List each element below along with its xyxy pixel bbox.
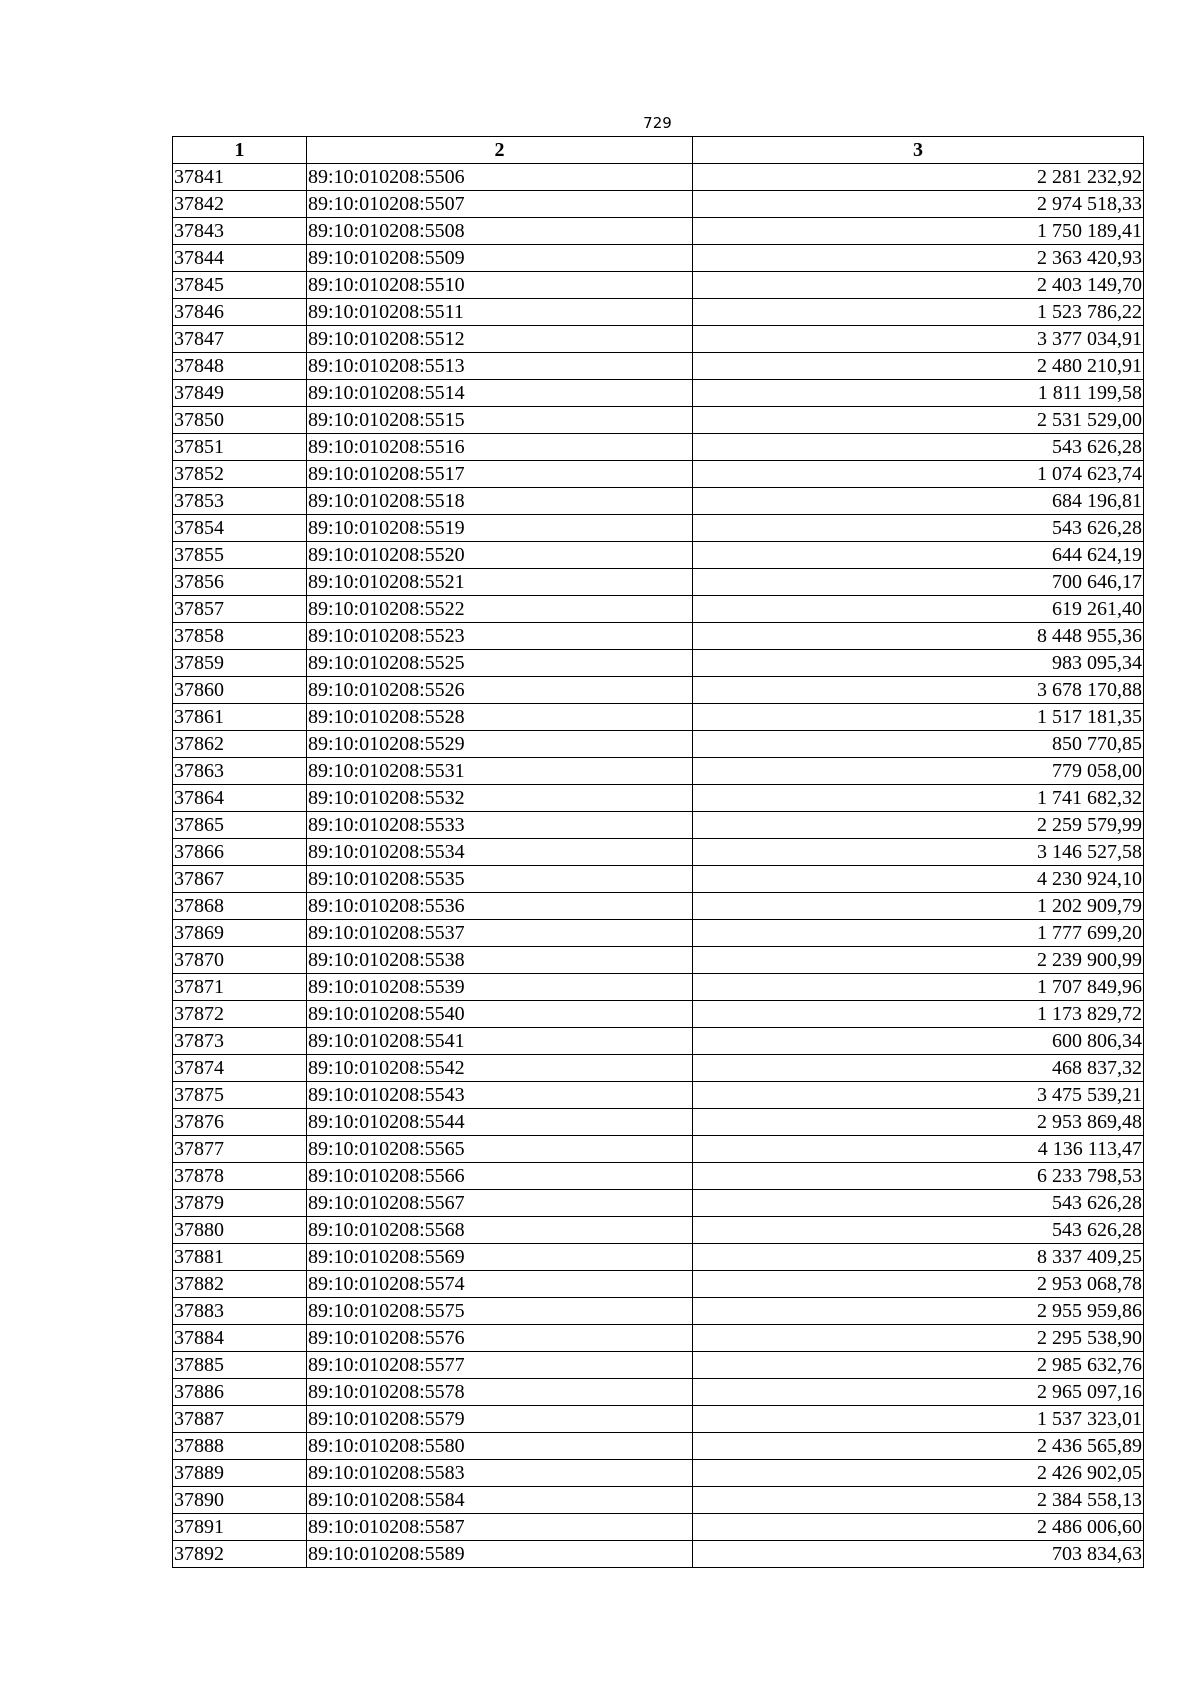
row-number-cell: 37878 <box>173 1163 307 1190</box>
cadastral-number-cell: 89:10:010208:5525 <box>307 650 693 677</box>
cadastral-number-cell: 89:10:010208:5510 <box>307 272 693 299</box>
cadastral-number-cell: 89:10:010208:5534 <box>307 839 693 866</box>
table-row <box>173 380 1144 407</box>
row-number-cell: 37857 <box>173 596 307 623</box>
value-cell: 600 806,34 <box>693 1028 1144 1055</box>
row-number-cell: 37862 <box>173 731 307 758</box>
value-cell: 2 955 959,86 <box>693 1298 1144 1325</box>
table-row <box>173 974 1144 1001</box>
cadastral-number-cell: 89:10:010208:5566 <box>307 1163 693 1190</box>
cadastral-number-cell: 89:10:010208:5508 <box>307 218 693 245</box>
table-row <box>173 920 1144 947</box>
value-cell: 684 196,81 <box>693 488 1144 515</box>
cadastral-number-cell: 89:10:010208:5533 <box>307 812 693 839</box>
row-number-cell: 37883 <box>173 1298 307 1325</box>
table-row <box>173 515 1144 542</box>
table-row <box>173 1082 1144 1109</box>
row-number-cell: 37870 <box>173 947 307 974</box>
value-cell: 2 239 900,99 <box>693 947 1144 974</box>
value-cell: 850 770,85 <box>693 731 1144 758</box>
cadastral-number-cell: 89:10:010208:5513 <box>307 353 693 380</box>
row-number-cell: 37888 <box>173 1433 307 1460</box>
table-row <box>173 758 1144 785</box>
table-row <box>173 1001 1144 1028</box>
value-cell: 6 233 798,53 <box>693 1163 1144 1190</box>
row-number-cell: 37875 <box>173 1082 307 1109</box>
row-number-cell: 37879 <box>173 1190 307 1217</box>
value-cell: 3 377 034,91 <box>693 326 1144 353</box>
row-number-cell: 37854 <box>173 515 307 542</box>
value-cell: 2 480 210,91 <box>693 353 1144 380</box>
table-row <box>173 731 1144 758</box>
table-row <box>173 1541 1144 1568</box>
row-number-cell: 37848 <box>173 353 307 380</box>
table-row <box>173 1028 1144 1055</box>
row-number-cell: 37860 <box>173 677 307 704</box>
cadastral-number-cell: 89:10:010208:5538 <box>307 947 693 974</box>
row-number-cell: 37843 <box>173 218 307 245</box>
table-row <box>173 569 1144 596</box>
value-cell: 1 750 189,41 <box>693 218 1144 245</box>
row-number-cell: 37845 <box>173 272 307 299</box>
row-number-cell: 37866 <box>173 839 307 866</box>
table-row <box>173 461 1144 488</box>
row-number-cell: 37873 <box>173 1028 307 1055</box>
value-cell: 700 646,17 <box>693 569 1144 596</box>
cadastral-number-cell: 89:10:010208:5519 <box>307 515 693 542</box>
cadastral-number-cell: 89:10:010208:5526 <box>307 677 693 704</box>
table-row <box>173 407 1144 434</box>
table-row <box>173 1190 1144 1217</box>
cadastral-number-cell: 89:10:010208:5576 <box>307 1325 693 1352</box>
table-row <box>173 1244 1144 1271</box>
table-row <box>173 1298 1144 1325</box>
table-row <box>173 812 1144 839</box>
cadastral-number-cell: 89:10:010208:5520 <box>307 542 693 569</box>
row-number-cell: 37887 <box>173 1406 307 1433</box>
column-header-1: 1 <box>173 137 307 164</box>
cadastral-number-cell: 89:10:010208:5523 <box>307 623 693 650</box>
row-number-cell: 37842 <box>173 191 307 218</box>
row-number-cell: 37874 <box>173 1055 307 1082</box>
table-row <box>173 1163 1144 1190</box>
header-row <box>173 137 1144 164</box>
row-number-cell: 37872 <box>173 1001 307 1028</box>
table-row <box>173 1352 1144 1379</box>
cadastral-number-cell: 89:10:010208:5516 <box>307 434 693 461</box>
value-cell: 8 448 955,36 <box>693 623 1144 650</box>
table-row <box>173 1379 1144 1406</box>
value-cell: 543 626,28 <box>693 434 1144 461</box>
row-number-cell: 37867 <box>173 866 307 893</box>
value-cell: 2 531 529,00 <box>693 407 1144 434</box>
row-number-cell: 37851 <box>173 434 307 461</box>
table-row <box>173 1271 1144 1298</box>
row-number-cell: 37891 <box>173 1514 307 1541</box>
value-cell: 2 436 565,89 <box>693 1433 1144 1460</box>
cadastral-number-cell: 89:10:010208:5540 <box>307 1001 693 1028</box>
cadastral-number-cell: 89:10:010208:5574 <box>307 1271 693 1298</box>
table-row <box>173 218 1144 245</box>
row-number-cell: 37881 <box>173 1244 307 1271</box>
table-row <box>173 1433 1144 1460</box>
cadastral-number-cell: 89:10:010208:5579 <box>307 1406 693 1433</box>
value-cell: 1 707 849,96 <box>693 974 1144 1001</box>
cadastral-number-cell: 89:10:010208:5567 <box>307 1190 693 1217</box>
cadastral-number-cell: 89:10:010208:5578 <box>307 1379 693 1406</box>
cadastral-number-cell: 89:10:010208:5575 <box>307 1298 693 1325</box>
row-number-cell: 37859 <box>173 650 307 677</box>
value-cell: 3 146 527,58 <box>693 839 1144 866</box>
row-number-cell: 37889 <box>173 1460 307 1487</box>
table-row <box>173 488 1144 515</box>
table-row <box>173 164 1144 191</box>
value-cell: 543 626,28 <box>693 515 1144 542</box>
table-row <box>173 650 1144 677</box>
value-cell: 3 475 539,21 <box>693 1082 1144 1109</box>
value-cell: 1 173 829,72 <box>693 1001 1144 1028</box>
value-cell: 468 837,32 <box>693 1055 1144 1082</box>
table-row <box>173 434 1144 461</box>
row-number-cell: 37869 <box>173 920 307 947</box>
table-row <box>173 326 1144 353</box>
row-number-cell: 37855 <box>173 542 307 569</box>
value-cell: 2 985 632,76 <box>693 1352 1144 1379</box>
cadastral-number-cell: 89:10:010208:5580 <box>307 1433 693 1460</box>
column-header-3: 3 <box>693 137 1144 164</box>
cadastral-number-cell: 89:10:010208:5517 <box>307 461 693 488</box>
value-cell: 2 259 579,99 <box>693 812 1144 839</box>
value-cell: 4 230 924,10 <box>693 866 1144 893</box>
value-cell: 2 281 232,92 <box>693 164 1144 191</box>
table-header <box>173 137 1144 164</box>
value-cell: 2 965 097,16 <box>693 1379 1144 1406</box>
table-row <box>173 542 1144 569</box>
table-row <box>173 1487 1144 1514</box>
table-body <box>173 164 1144 1568</box>
row-number-cell: 37852 <box>173 461 307 488</box>
table-row <box>173 623 1144 650</box>
value-cell: 4 136 113,47 <box>693 1136 1144 1163</box>
value-cell: 3 678 170,88 <box>693 677 1144 704</box>
row-number-cell: 37890 <box>173 1487 307 1514</box>
row-number-cell: 37884 <box>173 1325 307 1352</box>
cadastral-number-cell: 89:10:010208:5565 <box>307 1136 693 1163</box>
row-number-cell: 37849 <box>173 380 307 407</box>
cadastral-number-cell: 89:10:010208:5539 <box>307 974 693 1001</box>
table-row <box>173 893 1144 920</box>
value-cell: 2 953 869,48 <box>693 1109 1144 1136</box>
value-cell: 8 337 409,25 <box>693 1244 1144 1271</box>
row-number-cell: 37886 <box>173 1379 307 1406</box>
row-number-cell: 37847 <box>173 326 307 353</box>
value-cell: 2 295 538,90 <box>693 1325 1144 1352</box>
table-row <box>173 191 1144 218</box>
table-row <box>173 299 1144 326</box>
row-number-cell: 37880 <box>173 1217 307 1244</box>
value-cell: 543 626,28 <box>693 1190 1144 1217</box>
table-row <box>173 704 1144 731</box>
table-row <box>173 947 1144 974</box>
value-cell: 779 058,00 <box>693 758 1144 785</box>
value-cell: 543 626,28 <box>693 1217 1144 1244</box>
table-row <box>173 1406 1144 1433</box>
value-cell: 2 384 558,13 <box>693 1487 1144 1514</box>
row-number-cell: 37844 <box>173 245 307 272</box>
cadastral-number-cell: 89:10:010208:5589 <box>307 1541 693 1568</box>
row-number-cell: 37865 <box>173 812 307 839</box>
value-cell: 1 537 323,01 <box>693 1406 1144 1433</box>
value-cell: 644 624,19 <box>693 542 1144 569</box>
cadastral-number-cell: 89:10:010208:5535 <box>307 866 693 893</box>
table-row <box>173 1217 1144 1244</box>
value-cell: 1 523 786,22 <box>693 299 1144 326</box>
row-number-cell: 37858 <box>173 623 307 650</box>
table-row <box>173 1514 1144 1541</box>
table-row <box>173 596 1144 623</box>
value-cell: 2 403 149,70 <box>693 272 1144 299</box>
value-cell: 619 261,40 <box>693 596 1144 623</box>
table-row <box>173 839 1144 866</box>
value-cell: 703 834,63 <box>693 1541 1144 1568</box>
cadastral-number-cell: 89:10:010208:5522 <box>307 596 693 623</box>
cadastral-number-cell: 89:10:010208:5528 <box>307 704 693 731</box>
row-number-cell: 37885 <box>173 1352 307 1379</box>
cadastral-number-cell: 89:10:010208:5532 <box>307 785 693 812</box>
cadastral-number-cell: 89:10:010208:5541 <box>307 1028 693 1055</box>
value-cell: 2 486 006,60 <box>693 1514 1144 1541</box>
cadastral-number-cell: 89:10:010208:5536 <box>307 893 693 920</box>
row-number-cell: 37868 <box>173 893 307 920</box>
registry-table <box>172 136 1144 1568</box>
table-row <box>173 272 1144 299</box>
table-row <box>173 785 1144 812</box>
row-number-cell: 37861 <box>173 704 307 731</box>
row-number-cell: 37882 <box>173 1271 307 1298</box>
value-cell: 1 741 682,32 <box>693 785 1144 812</box>
table-row <box>173 1109 1144 1136</box>
page-number: 729 <box>643 114 672 132</box>
cadastral-number-cell: 89:10:010208:5542 <box>307 1055 693 1082</box>
cadastral-number-cell: 89:10:010208:5509 <box>307 245 693 272</box>
cadastral-number-cell: 89:10:010208:5529 <box>307 731 693 758</box>
row-number-cell: 37871 <box>173 974 307 1001</box>
cadastral-number-cell: 89:10:010208:5512 <box>307 326 693 353</box>
cadastral-number-cell: 89:10:010208:5518 <box>307 488 693 515</box>
cadastral-number-cell: 89:10:010208:5521 <box>307 569 693 596</box>
cadastral-number-cell: 89:10:010208:5587 <box>307 1514 693 1541</box>
table-row <box>173 1460 1144 1487</box>
cadastral-number-cell: 89:10:010208:5514 <box>307 380 693 407</box>
value-cell: 1 777 699,20 <box>693 920 1144 947</box>
table-row <box>173 245 1144 272</box>
value-cell: 983 095,34 <box>693 650 1144 677</box>
row-number-cell: 37877 <box>173 1136 307 1163</box>
cadastral-number-cell: 89:10:010208:5569 <box>307 1244 693 1271</box>
row-number-cell: 37841 <box>173 164 307 191</box>
value-cell: 2 363 420,93 <box>693 245 1144 272</box>
cadastral-number-cell: 89:10:010208:5577 <box>307 1352 693 1379</box>
cadastral-number-cell: 89:10:010208:5583 <box>307 1460 693 1487</box>
row-number-cell: 37856 <box>173 569 307 596</box>
table-row <box>173 1055 1144 1082</box>
value-cell: 2 974 518,33 <box>693 191 1144 218</box>
row-number-cell: 37864 <box>173 785 307 812</box>
value-cell: 1 202 909,79 <box>693 893 1144 920</box>
cadastral-number-cell: 89:10:010208:5543 <box>307 1082 693 1109</box>
value-cell: 1 074 623,74 <box>693 461 1144 488</box>
table-row <box>173 353 1144 380</box>
value-cell: 1 811 199,58 <box>693 380 1144 407</box>
cadastral-number-cell: 89:10:010208:5537 <box>307 920 693 947</box>
cadastral-number-cell: 89:10:010208:5544 <box>307 1109 693 1136</box>
value-cell: 2 426 902,05 <box>693 1460 1144 1487</box>
row-number-cell: 37846 <box>173 299 307 326</box>
cadastral-number-cell: 89:10:010208:5531 <box>307 758 693 785</box>
row-number-cell: 37892 <box>173 1541 307 1568</box>
row-number-cell: 37863 <box>173 758 307 785</box>
row-number-cell: 37853 <box>173 488 307 515</box>
cadastral-number-cell: 89:10:010208:5568 <box>307 1217 693 1244</box>
row-number-cell: 37876 <box>173 1109 307 1136</box>
cadastral-number-cell: 89:10:010208:5507 <box>307 191 693 218</box>
column-header-2: 2 <box>307 137 693 164</box>
table-row <box>173 1325 1144 1352</box>
table-row <box>173 1136 1144 1163</box>
cadastral-number-cell: 89:10:010208:5506 <box>307 164 693 191</box>
table-row <box>173 866 1144 893</box>
value-cell: 1 517 181,35 <box>693 704 1144 731</box>
cadastral-number-cell: 89:10:010208:5515 <box>307 407 693 434</box>
table-row <box>173 677 1144 704</box>
row-number-cell: 37850 <box>173 407 307 434</box>
value-cell: 2 953 068,78 <box>693 1271 1144 1298</box>
cadastral-number-cell: 89:10:010208:5511 <box>307 299 693 326</box>
cadastral-number-cell: 89:10:010208:5584 <box>307 1487 693 1514</box>
